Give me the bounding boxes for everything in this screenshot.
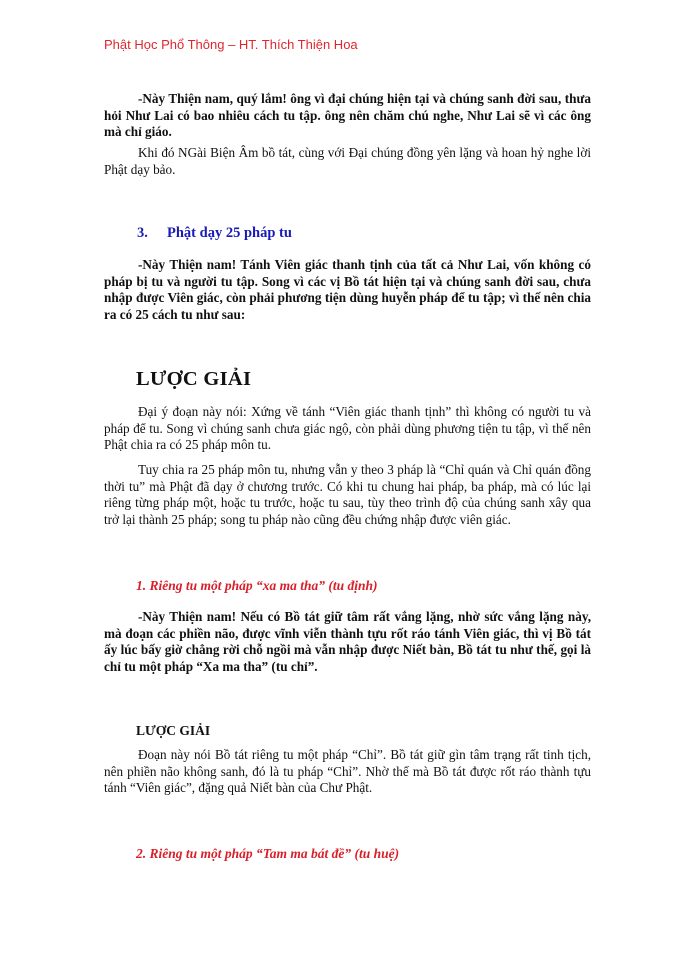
page-header: Phật Học Phổ Thông – HT. Thích Thiện Hoa — [104, 37, 358, 52]
paragraph-bien-am — [104, 145, 591, 178]
paragraph-text: -Này Thiện nam! Nếu có Bồ tát giữ tâm rất vắng lặng, nhờ sức vắng lặng này, mà đoạn các phiền não, được vĩnh viễn thành tựu rốt ráo tánh Viên giác, thì vị Bồ tát ấy lúc bấy giờ chẳng rời chỗ ngồi mà vẫn nhập được Niết bàn, Bồ tát tu như thế, gọi là chỉ tu một pháp “Xa ma tha” (tu chỉ”. — [104, 609, 591, 674]
paragraph-25-methods — [104, 257, 591, 323]
item-heading-2: 2. Riêng tu một pháp “Tam ma bát đề” (tu huệ) — [136, 846, 400, 861]
section-number: 3. — [137, 225, 148, 241]
paragraph-buddha-praise — [104, 91, 591, 141]
paragraph-text: Đoạn này nói Bồ tát riêng tu một pháp “Chỉ”. Bồ tát giữ gìn tâm trạng rất tinh tịch, nên phiền não không sanh, đó là tu pháp “Chỉ”. Nhờ thế mà Bồ tát được rốt ráo thành tựu tánh “Viên giác”, đặng quả Niết bàn của Chư Phật. — [104, 747, 591, 796]
paragraph-text: Khi đó NGài Biện Âm bồ tát, cùng với Đại chúng đồng yên lặng và hoan hỷ nghe lời Phật dạy bảo. — [104, 145, 591, 177]
paragraph-explanation-3 — [104, 747, 591, 797]
paragraph-explanation-1 — [104, 404, 591, 454]
section-title: Phật dạy 25 pháp tu — [167, 225, 292, 241]
item-heading-1: 1. Riêng tu một pháp “xa ma tha” (tu định) — [136, 578, 378, 593]
paragraph-text: -Này Thiện nam! Tánh Viên giác thanh tịnh của tất cả Như Lai, vốn không có pháp bị tu và người tu tập. Song vì các vị Bồ tát hiện tại và chúng sanh đời sau, chưa nhập được Viên giác, còn phải phương tiện dùng huyễn pháp để tu tập; vì thế nên chia ra có 25 cách tu như sau: — [104, 257, 591, 322]
paragraph-explanation-2 — [104, 462, 591, 528]
luoc-giai-heading-large: LƯỢC GIẢI — [136, 368, 252, 390]
paragraph-text: Đại ý đoạn này nói: Xứng về tánh “Viên giác thanh tịnh” thì không có người tu và pháp để tu. Song vì chúng sanh chưa giác ngộ, còn phải dùng phương tiện tu tập, vì thế nên Phật chia ra có 25 pháp môn tu. — [104, 404, 591, 453]
paragraph-text: -Này Thiện nam, quý lắm! ông vì đại chúng hiện tại và chúng sanh đời sau, thưa hỏi Như Lai có bao nhiêu cách tu tập. ông nên chăm chú nghe, Như Lai sẽ vì các ông mà chỉ giáo. — [104, 91, 591, 140]
luoc-giai-heading-small: LƯỢC GIẢI — [136, 723, 211, 738]
section-heading-3 — [137, 225, 292, 242]
paragraph-text: Tuy chia ra 25 pháp môn tu, nhưng vẫn y theo 3 pháp là “Chỉ quán và Chỉ quán đồng thời tu” mà Phật đã dạy ở chương trước. Có khi tu chung hai pháp, ba pháp, mà có lúc lại riêng từng pháp một, hoặc tu trước, hoặc tu sau, tùy theo trình độ của chúng sanh xây qua trở lại thành 25 pháp; song tu pháp nào cũng đều chứng nhập được viên giác. — [104, 462, 591, 527]
paragraph-xa-ma-tha — [104, 609, 591, 675]
